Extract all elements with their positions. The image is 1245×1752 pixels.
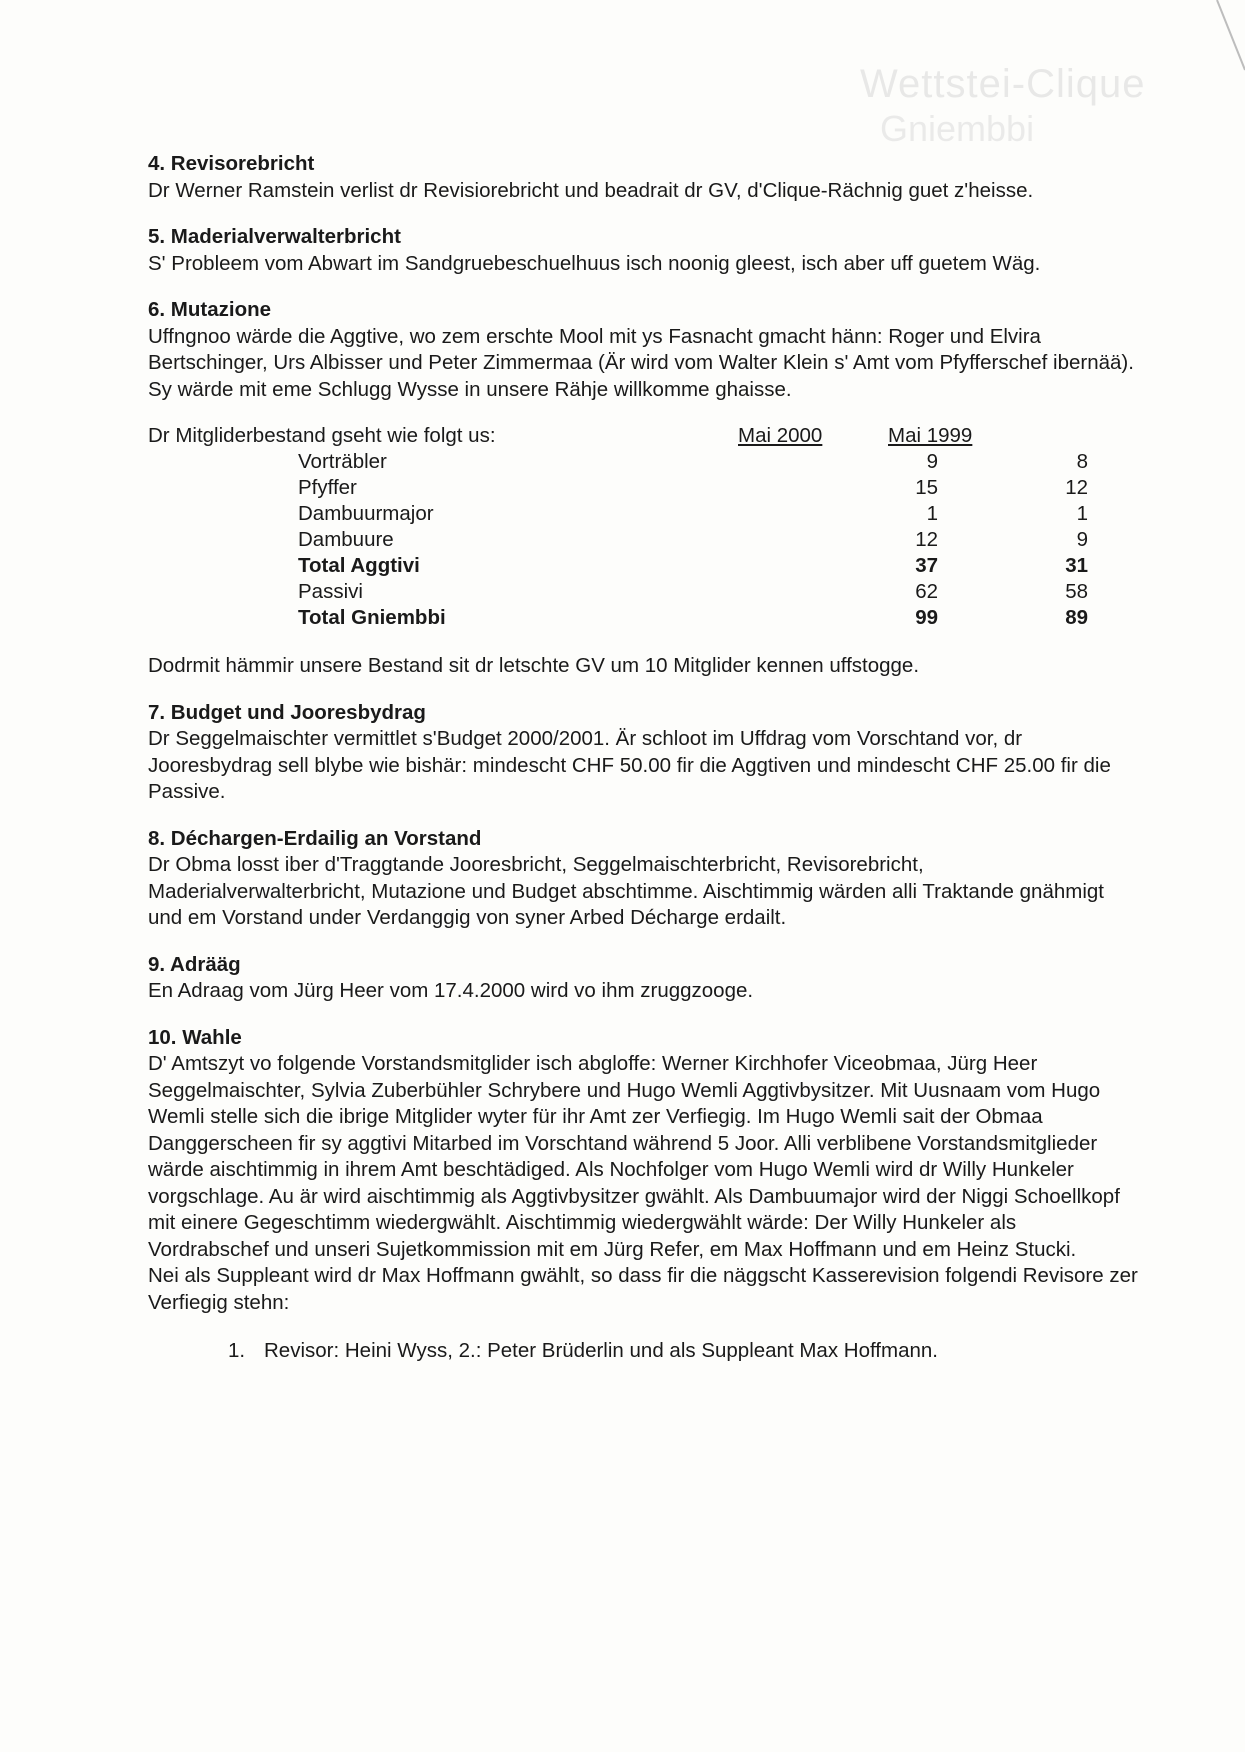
membership-row [148,553,1138,579]
membership-value-2000: 9 [926,450,938,473]
membership-value-2000: 99 [915,606,938,629]
list-number: 1. [228,1339,246,1362]
section-revisorebricht [148,151,1138,204]
membership-row-label: Pfyffer [298,476,357,499]
membership-row-label: Dambuurmajor [298,502,434,525]
section-heading: 4. Revisorebricht [148,152,315,175]
section-heading: 5. Maderialverwalterbricht [148,225,401,248]
membership-value-2000: 12 [915,528,938,551]
column-header-1999: Mai 1999 [888,424,973,447]
section-adraeag [148,952,1138,1005]
membership-value-1999: 12 [1065,476,1088,499]
section-heading: 8. Déchargen-Erdailig an Vorstand [148,826,482,850]
membership-row-label: Total Gniembbi [298,606,446,629]
section-text: Uffngnoo wärde die Aggtive, wo zem erschte Mool mit ys Fasnacht gmacht hänn: Roger und Elvira Bertschinger, Urs Albisser und Peter Zimmermaa (Är wird vom Walter Klein s' Amt vom Pfyfferschef ibernää). Sy wärde mit eme Schlugg Wysse in unsere Rähje willkomme ghaisse. [148,324,1134,401]
membership-value-2000: 1 [926,502,938,525]
bleed-through-subtitle: Gniembbi [880,108,1035,149]
section-mutazione [148,297,1138,403]
section-decharge [148,826,1138,932]
membership-row-label: Dambuure [298,528,394,551]
bleed-through-title: Wettstei-Clique [860,62,1146,106]
membership-row-label: Total Aggtivi [298,554,420,577]
membership-rows [148,449,1138,631]
membership-table [148,423,1138,631]
membership-row [148,501,1138,527]
column-header-2000: Mai 2000 [738,424,823,447]
section-heading: 10. Wahle [148,1025,242,1049]
section-budget [148,700,1138,806]
membership-row [148,605,1138,631]
section-text: Dr Werner Ramstein verlist dr Revisiorebricht und beadrait dr GV, d'Clique-Rächnig guet z'heisse. [148,178,1034,202]
membership-value-1999: 31 [1065,554,1088,577]
section-heading: 9. Adrääg [148,952,241,976]
list-item: Revisor: Heini Wyss, 2.: Peter Brüderlin und als Suppleant Max Hoffmann. [264,1339,938,1362]
membership-summary: Dodrmit hämmir unsere Bestand sit dr letschte GV um 10 Mitglider kennen uffstogge. [148,654,920,677]
membership-value-1999: 8 [1076,450,1088,473]
revisor-list [148,1338,1138,1365]
section-maderialverwalterbricht [148,224,1138,277]
membership-value-1999: 1 [1076,502,1088,525]
section-text: D' Amtszyt vo folgende Vorstandsmitglider isch abgloffe: Werner Kirchhofer Viceobmaa, Jürg Heer Seggelmaischter, Sylvia Zuberbühler Schrybere und Hugo Wemli Aggtivbysitzer. Mit Uusnaam vom Hugo Wemli stelle sich die ibrige Mitglider wyter für ihr Amt zer Verfiegig. Im Hugo Wemli sait der Obmaa Danggerscheen fir sy aggtivi Mitarbed im Vorschtand während 5 Joor. Alli verblibene Vorstandsmitglieder wärde aischtimmig in ihrem Amt beschtädiged. Als Nochfolger vom Hugo Wemli wird dr Willy Hunkeler vorgschlage. Au är wird aischtimmig als Aggtivbysitzer gwählt. Als Dambuumajor wird der Niggi Schoellkopf mit einere Gegeschtimm wiedergwählt. Aischtimmig wiedergwählt wärde: Der Willy Hunkeler als Vordrabschef und unseri Sujetkommission mit em Jürg Refer, em Max Hoffmann und em Heinz Stucki. [148,1052,1120,1261]
membership-value-2000: 37 [915,554,938,577]
membership-summary-block [148,653,1138,680]
membership-row [148,475,1138,501]
membership-row [148,449,1138,475]
section-text: Dr Obma losst iber d'Traggtande Jooresbricht, Seggelmaischterbricht, Revisorebricht, Maderialverwalterbricht, Mutazione und Budget abschtimme. Aischtimmig wärden alli Traktande gnähmigt und em Vorstand under Verdanggig von syner Arbed Décharge erdailt. [148,853,1104,929]
section-text: En Adraag vom Jürg Heer vom 17.4.2000 wird vo ihm zruggzooge. [148,979,754,1002]
membership-value-1999: 9 [1076,528,1088,551]
section-text: Dr Seggelmaischter vermittlet s'Budget 2000/2001. Är schloot im Uffdrag vom Vorschtand vor, dr Jooresbydrag sell blybe wie bishär: mindescht CHF 50.00 fir die Aggtiven und mindescht CHF 25.00 fir die Passive. [148,727,1111,803]
membership-row [148,579,1138,605]
membership-row-label: Passivi [298,580,363,603]
section-wahle [148,1025,1138,1365]
section-text: S' Probleem vom Abwart im Sandgruebeschuelhuus isch noonig gleest, isch aber uff guetem Wäg. [148,251,1041,275]
membership-row [148,527,1138,553]
section-heading: 7. Budget und Jooresbydrag [148,700,426,724]
section-text-2: Nei als Suppleant wird dr Max Hoffmann gwählt, so dass fir die näggscht Kasserevision folgendi Revisore zer Verfiegig stehn: [148,1264,1138,1314]
document-body [148,151,1138,1385]
membership-intro: Dr Mitgliderbestand gseht wie folgt us: [148,424,496,447]
membership-value-1999: 89 [1065,606,1088,629]
section-heading: 6. Mutazione [148,298,272,321]
membership-header-row [148,423,1138,449]
membership-value-2000: 15 [915,476,938,499]
membership-value-2000: 62 [915,580,938,603]
page-edge-shadow [1165,0,1245,120]
membership-row-label: Vorträbler [298,450,387,473]
membership-value-1999: 58 [1065,580,1088,603]
